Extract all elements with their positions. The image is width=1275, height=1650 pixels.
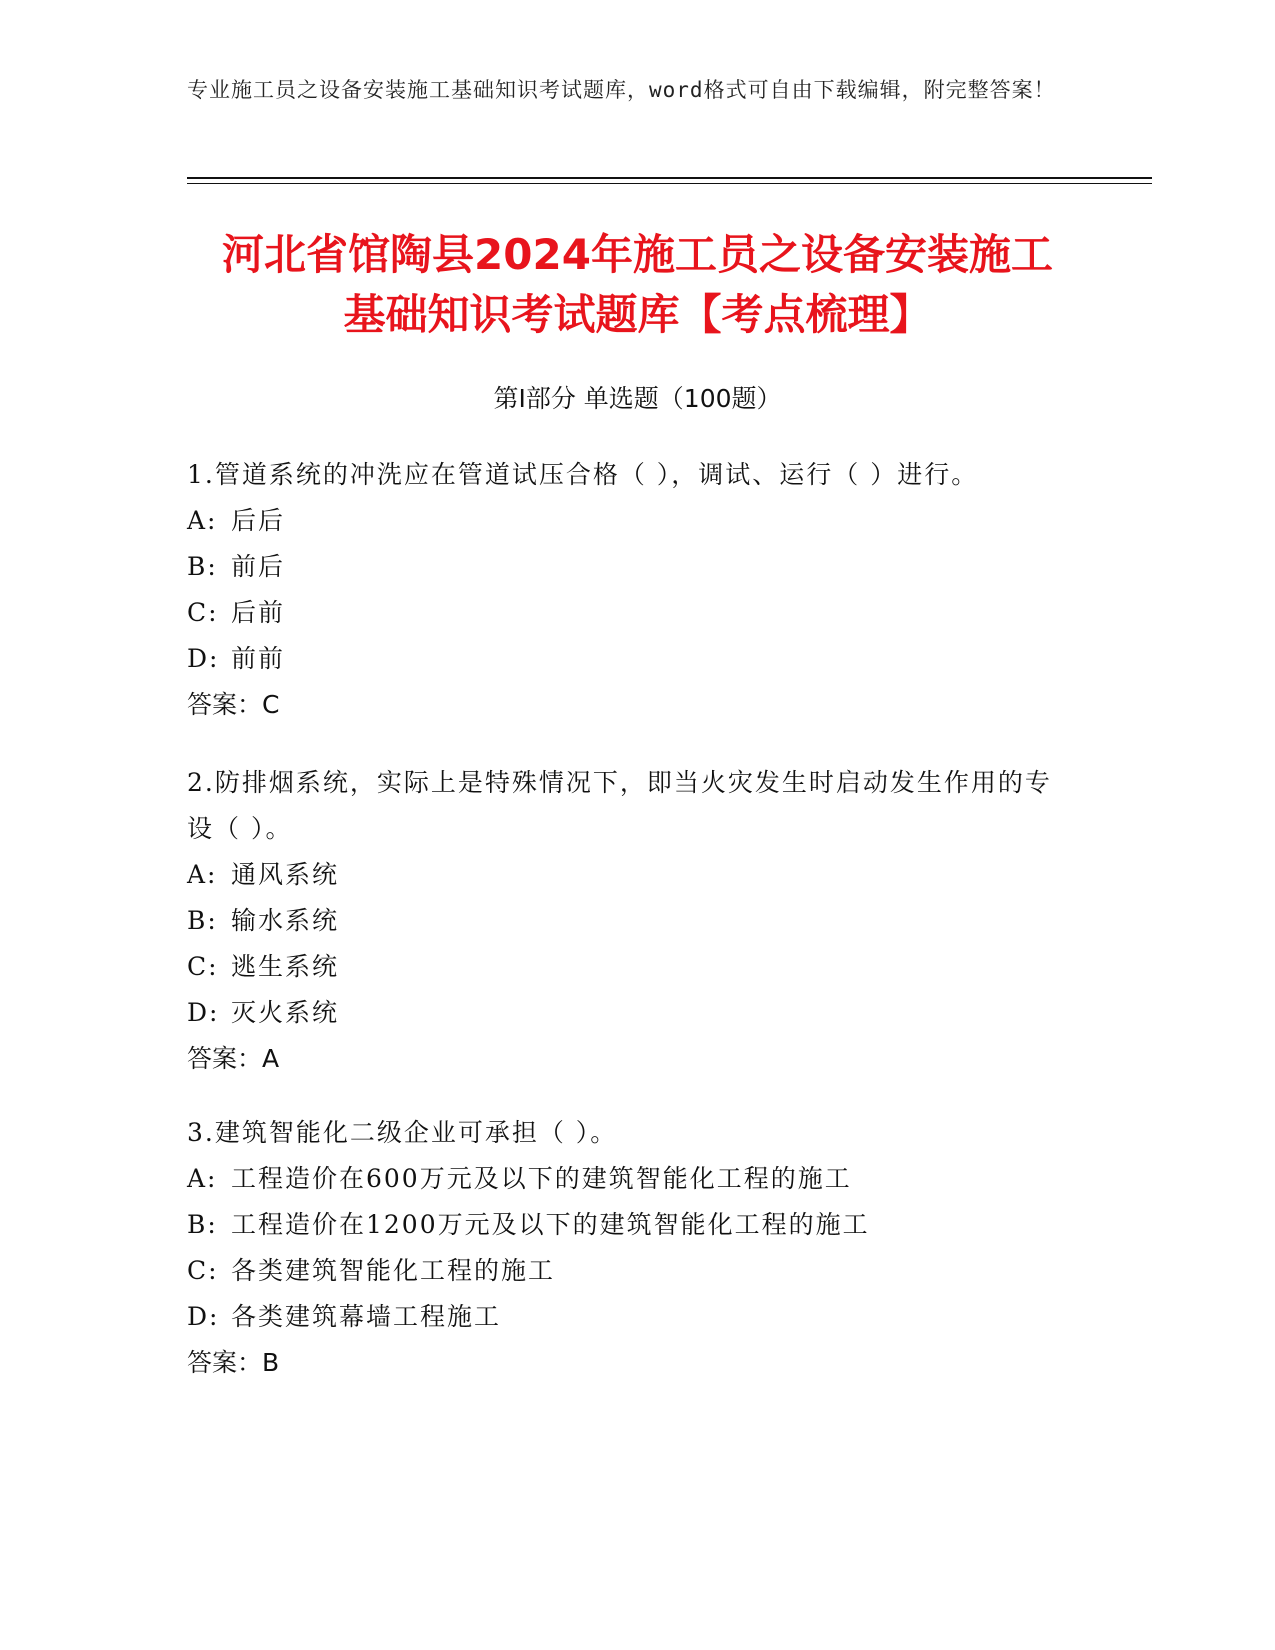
option-a bbox=[187, 1156, 1067, 1202]
option-c bbox=[187, 1248, 1067, 1294]
option-b bbox=[187, 544, 1067, 590]
option-text: 工程造价在600万元及以下的建筑智能化工程的施工 bbox=[231, 1164, 852, 1193]
option-key: C: bbox=[187, 952, 219, 981]
option-key: A: bbox=[187, 860, 218, 889]
option-d bbox=[187, 1294, 1067, 1340]
option-b bbox=[187, 1202, 1067, 1248]
document-title bbox=[180, 225, 1095, 345]
document-title-line-1: 河北省馆陶县2024年施工员之设备安装施工 bbox=[222, 230, 1053, 279]
option-key: B: bbox=[187, 552, 218, 581]
option-key: A: bbox=[187, 1164, 218, 1193]
option-key: B: bbox=[187, 1210, 218, 1239]
option-key: D: bbox=[187, 644, 220, 673]
answer-line: 答案：B bbox=[187, 1348, 280, 1377]
option-text: 前前 bbox=[231, 644, 286, 673]
option-text: 前后 bbox=[231, 552, 286, 581]
option-c bbox=[187, 590, 1067, 636]
question-stem: 3.建筑智能化二级企业可承担（ ）。 bbox=[187, 1118, 618, 1147]
option-b bbox=[187, 898, 1067, 944]
option-key: A: bbox=[187, 506, 218, 535]
question-stem: 2.防排烟系统，实际上是特殊情况下，即当火灾发生时启动发生作用的专设（ ）。 bbox=[187, 768, 1052, 843]
section-heading: 第Ⅰ部分 单选题（100题） bbox=[493, 384, 782, 413]
option-text: 各类建筑幕墙工程施工 bbox=[231, 1302, 502, 1331]
header-note: 专业施工员之设备安装施工基础知识考试题库，word格式可自由下载编辑，附完整答案！ bbox=[187, 78, 1056, 102]
option-text: 灭火系统 bbox=[231, 998, 340, 1027]
option-text: 通风系统 bbox=[231, 860, 340, 889]
question-3 bbox=[187, 1110, 1067, 1386]
option-a bbox=[187, 852, 1067, 898]
option-a bbox=[187, 498, 1067, 544]
option-key: D: bbox=[187, 1302, 220, 1331]
document-title-line-2: 基础知识考试题库【考点梳理】 bbox=[343, 290, 932, 339]
question-1 bbox=[187, 452, 1067, 728]
option-text: 输水系统 bbox=[231, 906, 340, 935]
option-d bbox=[187, 636, 1067, 682]
option-d bbox=[187, 990, 1067, 1036]
answer-line: 答案：A bbox=[187, 1044, 280, 1073]
option-text: 后前 bbox=[231, 598, 286, 627]
option-text: 后后 bbox=[231, 506, 286, 535]
header-divider-thin bbox=[187, 183, 1152, 184]
header-divider-thick bbox=[187, 177, 1152, 179]
answer-line: 答案：C bbox=[187, 690, 280, 719]
option-key: B: bbox=[187, 906, 218, 935]
option-text: 逃生系统 bbox=[231, 952, 340, 981]
option-key: C: bbox=[187, 1256, 219, 1285]
option-text: 各类建筑智能化工程的施工 bbox=[231, 1256, 556, 1285]
option-key: C: bbox=[187, 598, 219, 627]
option-c bbox=[187, 944, 1067, 990]
question-stem: 1.管道系统的冲洗应在管道试压合格（ ），调试、运行（ ）进行。 bbox=[187, 460, 979, 489]
option-text: 工程造价在1200万元及以下的建筑智能化工程的施工 bbox=[231, 1210, 870, 1239]
option-key: D: bbox=[187, 998, 220, 1027]
question-2 bbox=[187, 760, 1067, 1082]
